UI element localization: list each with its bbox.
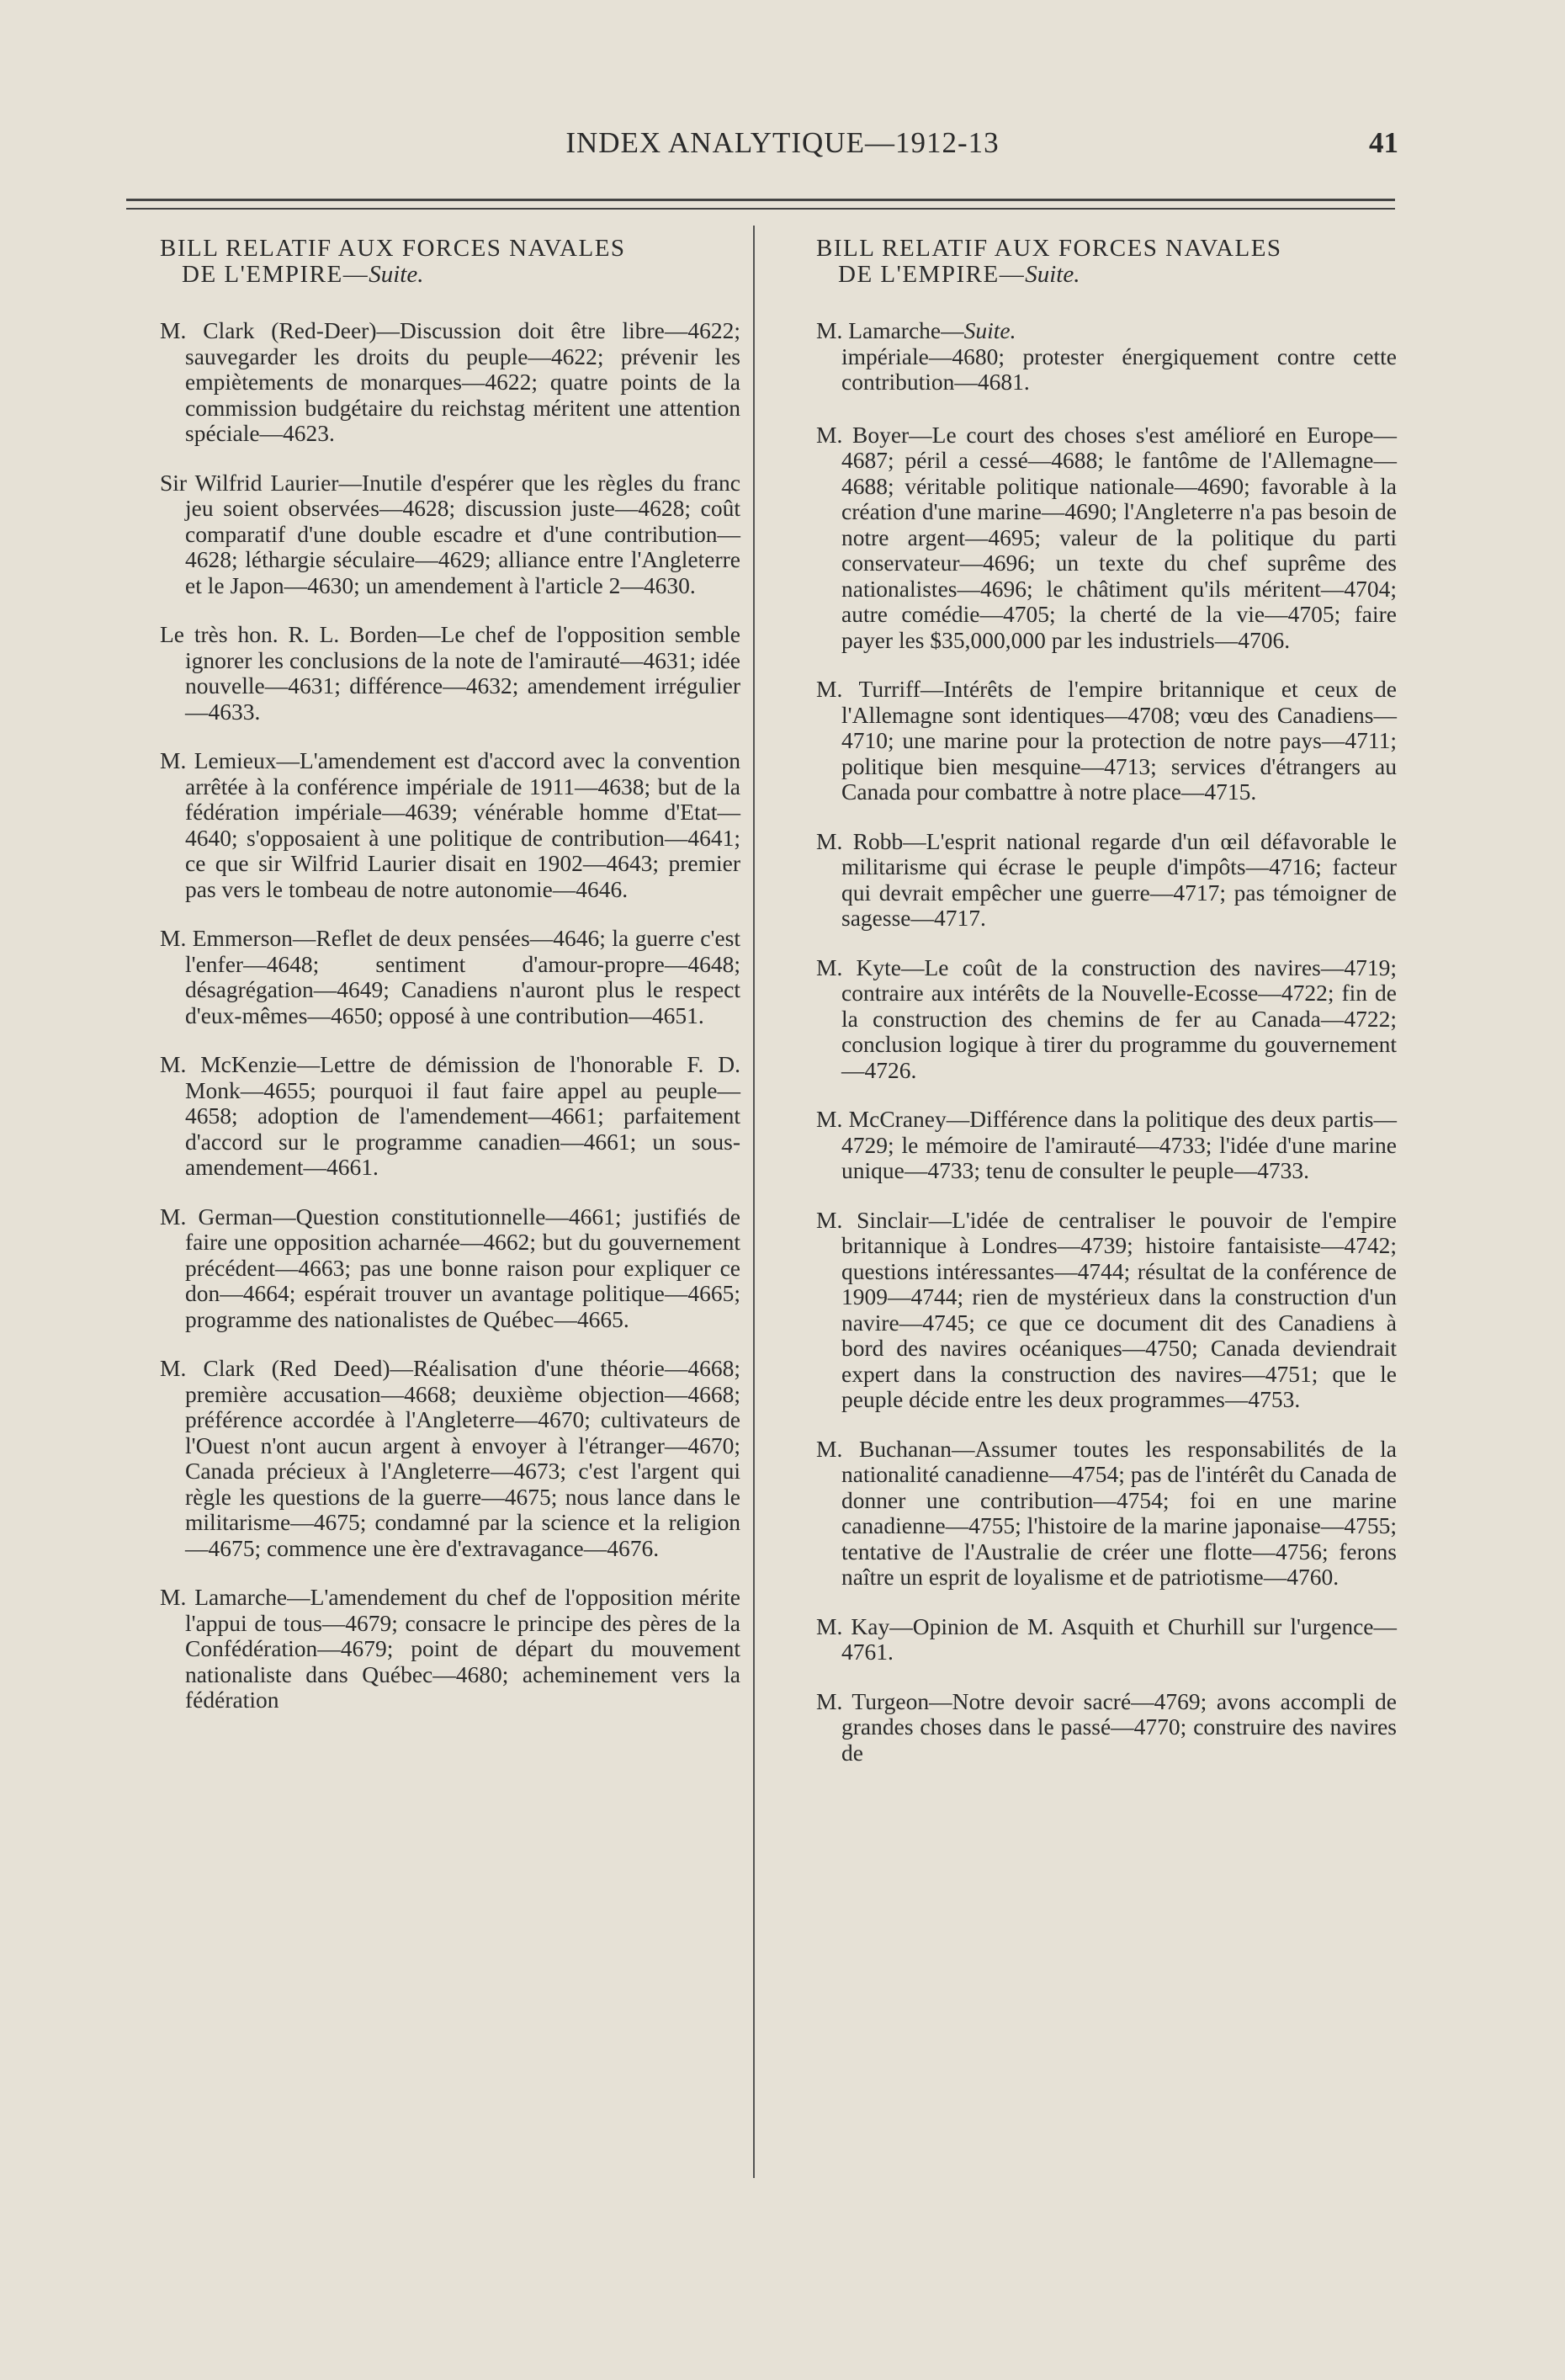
index-entry-borden: Le très hon. R. L. Borden—Le chef de l'opposition semble ignorer les conclusions de la note de l'amirauté—4631; idée nouvelle—4631; différence—4632; amendement irrégulier—4633. <box>160 621 740 725</box>
running-head <box>0 126 1565 177</box>
right-column-heading <box>816 236 1397 288</box>
column-divider <box>753 226 755 2178</box>
heading-line2 <box>160 262 740 288</box>
index-entry-lamarche-continued <box>816 318 1397 396</box>
heading-line2-text: DE L'EMPIRE— <box>838 261 1026 288</box>
heading-line1: BILL RELATIF AUX FORCES NAVALES <box>816 235 1282 262</box>
heading-line2-text: DE L'EMPIRE— <box>182 261 369 288</box>
heading-line1: BILL RELATIF AUX FORCES NAVALES <box>160 235 626 262</box>
index-entry-boyer: M. Boyer—Le court des choses s'est amélioré en Europe—4687; péril a cessé—4688; le fantôme de l'Allemagne—4688; véritable politique nationale—4690; favorable à la création d'une marine—4690; l'Angleterre n'a pas besoin de notre argent—4695; valeur de la politique du parti conservateur—4696; un texte du chef suprême des nationalistes—4696; le châtiment qu'ils méritent—4704; autre comédie—4705; la cherté de la vie—4705; faire payer les $35,000,000 par les industriels—4706. <box>816 421 1397 653</box>
index-entry-kyte: M. Kyte—Le coût de la construction des navires—4719; contraire aux intérêts de la Nouvelle-Ecosse—4722; fin de la construction des chemins de fer au Canada—4722; conclusion logique à tirer du programme du gouvernement—4726. <box>816 954 1397 1083</box>
page-number: 41 <box>1369 126 1398 159</box>
left-column <box>160 236 740 1737</box>
index-entry-mckenzie: M. McKenzie—Lettre de démission de l'honorable F. D. Monk—4655; pourquoi il faut faire appel au peuple—4658; adoption de l'amendement—4661; parfaitement d'accord sur le programme canadien—4661; un sous-amendement—4661. <box>160 1051 740 1180</box>
index-entry-german: M. German—Question constitutionnelle—4661; justifiés de faire une opposition acharnée—4662; but du gouvernement précédent—4663; pas une bonne raison pour expliquer ce don—4664; espérait trouver un avantage politique—4665; programme des nationalistes de Québec—4665. <box>160 1203 740 1332</box>
index-entry-clark-red-deed: M. Clark (Red Deed)—Réalisation d'une théorie—4668; première accusation—4668; deuxième objection—4668; préférence accordée à l'Angleterre—4670; cultivateurs de l'Ouest n'ont aucun argent à envoyer à l'étranger—4670; Canada précieux à l'Angleterre—4673; c'est l'argent qui règle les questions de la guerre—4675; nous lance dans le militarisme—4675; condamné par la science et la religion—4675; commence une ère d'extravagance—4676. <box>160 1355 740 1561</box>
left-column-heading <box>160 236 740 288</box>
index-entry-kay: M. Kay—Opinion de M. Asquith et Churhill sur l'urgence—4761. <box>816 1612 1397 1665</box>
page-title: INDEX ANALYTIQUE—1912-13 <box>565 126 1000 159</box>
index-entry-robb: M. Robb—L'esprit national regarde d'un œil défavorable le militarisme qui écrase le peuple d'impôts—4716; facteur qui devrait empêcher une guerre—4717; pas témoigner de sagesse—4717. <box>816 827 1397 931</box>
heading-line2 <box>816 262 1397 288</box>
continued-text: impériale—4680; protester énergiquement contre cette contribution—4681. <box>841 343 1397 395</box>
index-entry-clark: M. Clark (Red-Deer)—Discussion doit être libre—4622; sauvegarder les droits du peuple—4622; prévenir les empiètements de monarques—4622; quatre points de la commission budgétaire du reichstag méritent une attention spéciale—4623. <box>160 317 740 446</box>
continued-suite: Suite. <box>963 317 1016 343</box>
index-entry-mccraney: M. McCraney—Différence dans la politique des deux partis—4729; le mémoire de l'amirauté—4733; l'idée d'une marine unique—4733; tenu de consulter le peuple—4733. <box>816 1106 1397 1183</box>
index-entry-turriff: M. Turriff—Intérêts de l'empire britannique et ceux de l'Allemagne sont identiques—4708; vœu des Canadiens—4710; une marine pour la protection de notre pays—4711; politique bien mesquine—4713; services d'étrangers au Canada pour combattre à notre place—4715. <box>816 676 1397 805</box>
index-entry-buchanan: M. Buchanan—Assumer toutes les responsabilités de la nationalité canadienne—4754; pas de l'intérêt du Canada de donner une contribution—4754; foi en une marine canadienne—4755; l'histoire de la marine japonaise—4755; tentative de l'Australie de créer une flotte—4756; ferons naître un esprit de loyalisme et de patriotisme—4760. <box>816 1435 1397 1590</box>
index-entry-sinclair: M. Sinclair—L'idée de centraliser le pouvoir de l'empire britannique à Londres—4739; histoire fantaisiste—4742; questions intéressantes—4744; résultat de la conférence de 1909—4744; rien de mystérieux dans la construction d'un navire—4745; ce que ce document dit des Canadiens à bord des navires océaniques—4750; Canada deviendrait expert dans la construction des navires—4751; que le peuple décide entre les deux programmes—4753. <box>816 1206 1397 1412</box>
index-entry-lemieux: M. Lemieux—L'amendement est d'accord avec la convention arrêtée à la conférence impériale de 1911—4638; but de la fédération impériale—4639; vénérable homme d'Etat—4640; s'opposaient à une politique de contribution—4641; ce que sir Wilfrid Laurier disait en 1902—4643; premier pas vers le tombeau de notre autonomie—4646. <box>160 747 740 902</box>
index-entry-laurier: Sir Wilfrid Laurier—Inutile d'espérer que les règles du franc jeu soient observées—4628; discussion juste—4628; coût comparatif d'une double escadre et d'une contribution—4628; léthargie séculaire—4629; alliance entre l'Angleterre et le Japon—4630; un amendement à l'article 2—4630. <box>160 469 740 598</box>
continued-speaker: M. Lamarche— <box>816 317 964 343</box>
heading-suite: Suite. <box>369 261 424 288</box>
index-entry-emmerson: M. Emmerson—Reflet de deux pensées—4646; la guerre c'est l'enfer—4648; sentiment d'amour-propre—4648; désagrégation—4649; Canadiens n'auront plus le respect d'eux-mêmes—4650; opposé à une contribution—4651. <box>160 925 740 1028</box>
index-entry-turgeon: M. Turgeon—Notre devoir sacré—4769; avons accompli de grandes choses dans le passé—4770; construire des navires de <box>816 1687 1397 1766</box>
header-rule <box>126 199 1395 210</box>
index-entry-lamarche: M. Lamarche—L'amendement du chef de l'opposition mérite l'appui de tous—4679; consacre le principe des pères de la Confédération—4679; point de départ du mouvement nationaliste dans Québec—4680; acheminement vers la fédération <box>160 1584 740 1713</box>
heading-suite: Suite. <box>1025 261 1080 288</box>
right-column <box>816 236 1397 1789</box>
